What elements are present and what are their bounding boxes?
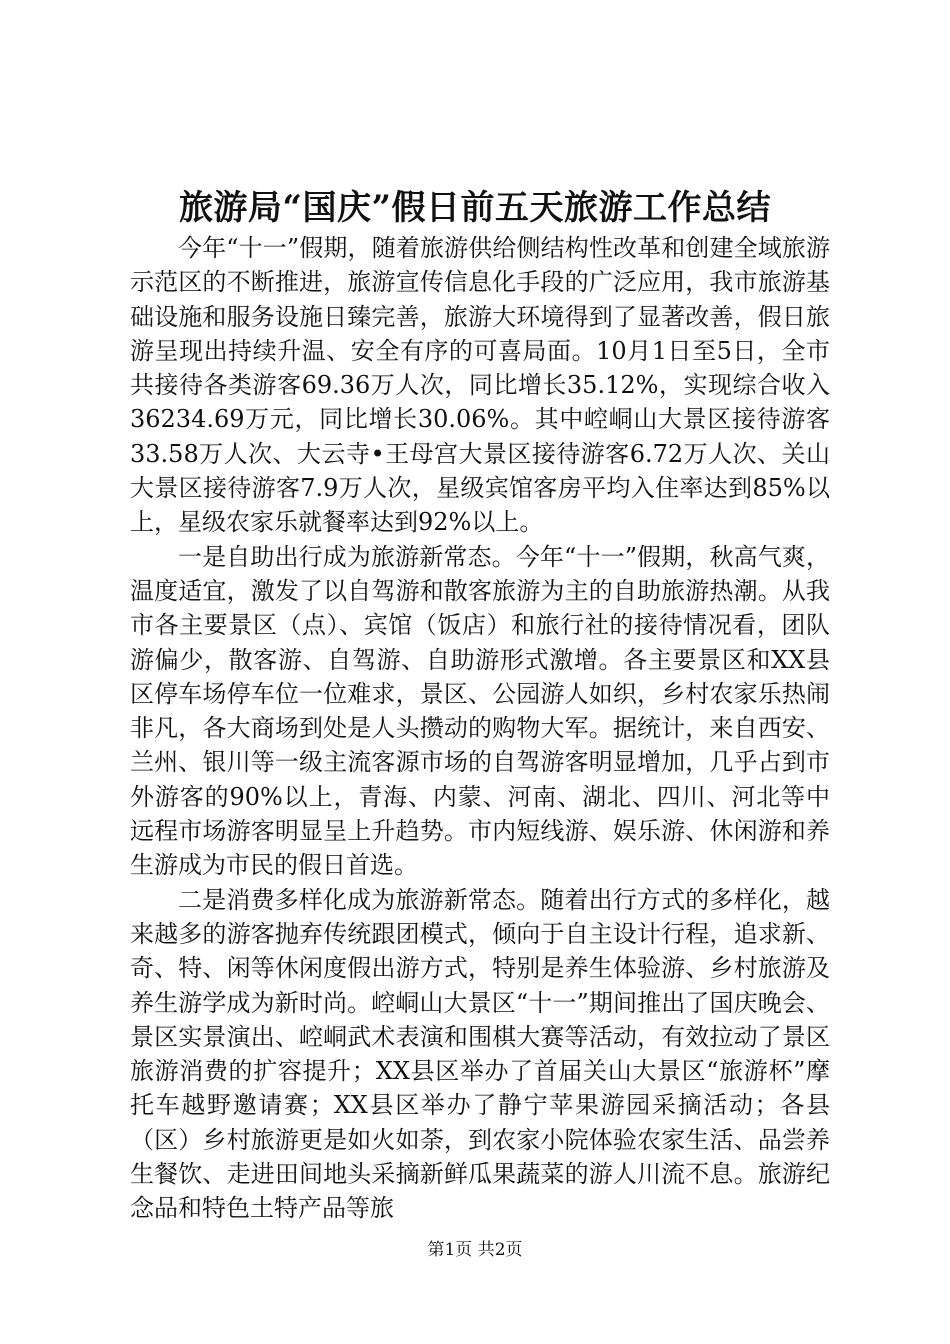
document-body [130, 231, 830, 1226]
paragraph-diversified-consumption: 二是消费多样化成为旅游新常态。随着出行方式的多样化，越来越多的游客抛弃传统跟团模式，倾向于自主设计行程，追求新、奇、特、闲等休闲度假出游方式，特别是养生体验游、乡村旅游及养生游学成为新时尚。崆峒山大景区“十一”期间推出了国庆晚会、景区实景演出、崆峒武术表演和围棋大赛等活动，有效拉动了景区旅游消费的扩容提升；XX县区举办了首届关山大景区“旅游杯”摩托车越野邀请赛；XX县区举办了静宁苹果游园采摘活动；各县（区）乡村旅游更是如火如荼，到农家小院体验农家生活、品尝养生餐饮、走进田间地头采摘新鲜瓜果蔬菜的游人川流不息。旅游纪念品和特色土特产品等旅 [130, 885, 830, 1223]
paragraph-intro: 今年“十一”假期，随着旅游供给侧结构性改革和创建全域旅游示范区的不断推进，旅游宣传信息化手段的广泛应用，我市旅游基础设施和服务设施日臻完善，旅游大环境得到了显著改善，假日旅游呈现出持续升温、安全有序的可喜局面。10月1日至5日，全市共接待各类游客69.36万人次，同比增长35.12%，实现综合收入36234.69万元，同比增长30.06%。其中崆峒山大景区接待游客33.58万人次、大云寺•王母宫大景区接待游客6.72万人次、关山大景区接待游客7.9万人次，星级宾馆客房平均入住率达到85%以上，星级农家乐就餐率达到92%以上。 [130, 234, 830, 537]
paragraph-self-guided-travel: 一是自助出行成为旅游新常态。今年“十一”假期，秋高气爽，温度适宜，激发了以自驾游和散客旅游为主的自助旅游热潮。从我市各主要景区（点）、宾馆（饭店）和旅行社的接待情况看，团队游偏少，散客游、自驾游、自助游形式激增。各主要景区和XX县区停车场停车位一位难求，景区、公园游人如织，乡村农家乐热闹非凡，各大商场到处是人头攒动的购物大军。据统计，来自西安、兰州、银川等一级主流客源市场的自驾游客明显增加，几乎占到市外游客的90%以上，青海、内蒙、河南、湖北、四川、河北等中远程市场游客明显呈上升趋势。市内短线游、娱乐游、休闲游和养生游成为市民的假日首选。 [130, 542, 830, 880]
document-title: 旅游局“国庆”假日前五天旅游工作总结 [178, 188, 772, 228]
page-footer: 第1页 共2页 [427, 1240, 523, 1260]
